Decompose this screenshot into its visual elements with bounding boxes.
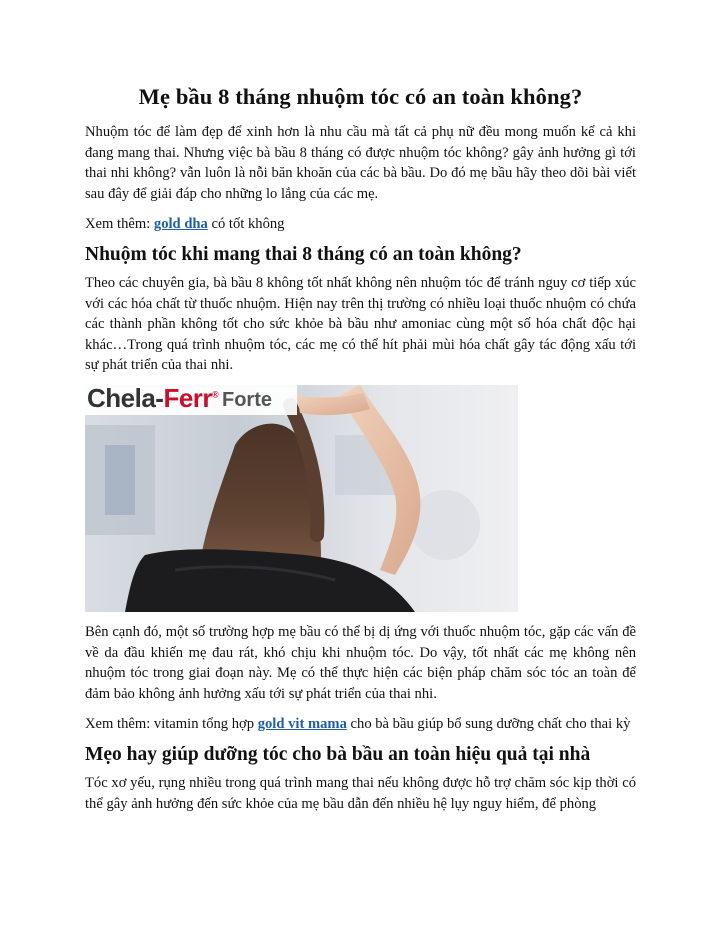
brand-logo xyxy=(85,385,297,415)
hair-photo-illustration xyxy=(85,385,518,612)
allergy-paragraph: Bên cạnh đó, một số trường hợp mẹ bầu có thể bị dị ứng với thuốc nhuộm tóc, gặp các vấn đề về da đầu khiến mẹ đau rát, khó chịu khi nhuộm tóc. Do vậy, tốt nhất các mẹ không nên nhuộm tóc trong giai đoạn này. Mẹ có thể thực hiện các biện pháp chăm sóc tóc an toàn để đảm bảo không ảnh hưởng xấu tới sự phát triển của thai nhi. xyxy=(85,623,636,702)
section-heading-safety: Nhuộm tóc khi mang thai 8 tháng có an toàn không? xyxy=(85,243,522,265)
gold-dha-link[interactable]: gold dha xyxy=(153,216,208,233)
see-also-suffix: có tốt không xyxy=(207,216,285,233)
see-also-2-suffix: cho bà bầu giúp bổ sung dưỡng chất cho thai kỳ xyxy=(346,716,631,733)
see-also-gold-vit-mama xyxy=(85,714,636,735)
document-page xyxy=(85,82,636,814)
see-also-2-prefix: Xem thêm: vitamin tổng hợp xyxy=(85,716,258,733)
see-also-gold-dha xyxy=(85,214,636,235)
see-also-prefix: Xem thêm: xyxy=(85,216,154,233)
section-paragraph-safety: Theo các chuyên gia, bà bầu 8 không tốt nhất không nên nhuộm tóc để tránh nguy cơ tiếp xúc với các hóa chất từ thuốc nhuộm. Hiện nay trên thị trường có nhiều loại thuốc nhuộm có chứa các thành phần không tốt cho sức khỏe bà bầu như amoniac cùng một số hóa chất độc hại khác…Trong quá trình nhuộm tóc, các mẹ có thể hít phải mùi hóa chất gây tác động xấu tới sự phát triển của thai nhi. xyxy=(85,274,636,374)
gold-vit-mama-link[interactable]: gold vit mama xyxy=(257,716,347,733)
brand-name-part1: Chela- xyxy=(87,384,164,413)
brand-forte: Forte xyxy=(222,388,272,411)
section-heading-hair-care: Mẹo hay giúp dưỡng tóc cho bà bầu an toàn hiệu quả tại nhà xyxy=(85,743,591,765)
article-title: Mẹ bầu 8 tháng nhuộm tóc có an toàn không? xyxy=(138,84,583,109)
section-paragraph-hair-care: Tóc xơ yếu, rụng nhiều trong quá trình mang thai nếu không được hỗ trợ chăm sóc kịp thời có thể gây ảnh hưởng đến sức khỏe của mẹ bầu dẫn đến nhiều hệ lụy nguy hiểm, để phòng xyxy=(85,774,636,812)
registered-mark: ® xyxy=(212,389,219,400)
hair-photo xyxy=(85,385,518,612)
brand-name-part2: Ferr xyxy=(163,384,213,413)
intro-paragraph: Nhuộm tóc để làm đẹp để xinh hơn là nhu cầu mà tất cả phụ nữ đều mong muốn kể cả khi đang mang thai. Nhưng việc bà bầu 8 tháng có được nhuộm tóc không? gây ảnh hưởng gì tới thai nhi không? vẫn luôn là nỗi băn khoăn của các bà bầu. Do đó mẹ bầu hãy theo dõi bài viết sau đây để giải đáp cho những lo lắng của các mẹ. xyxy=(85,124,636,202)
brand-name xyxy=(87,385,218,414)
